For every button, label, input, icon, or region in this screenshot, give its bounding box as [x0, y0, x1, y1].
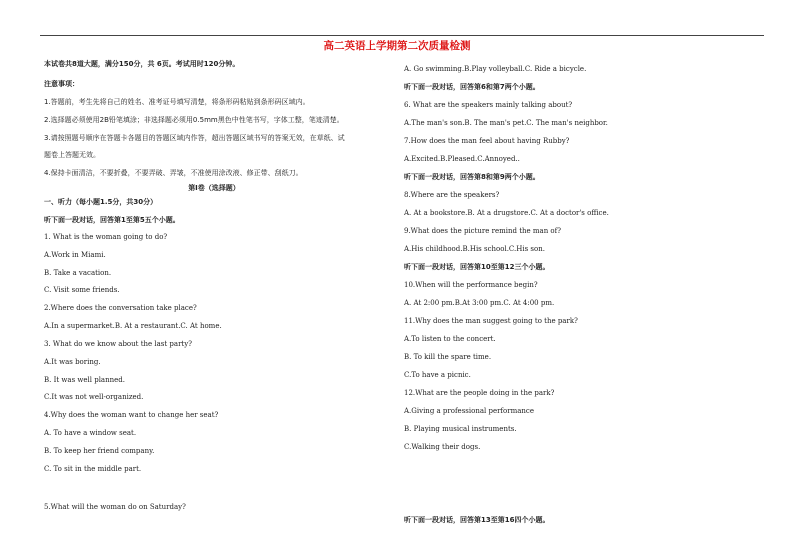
left-line: C. Visit some friends. — [44, 286, 120, 294]
left-line: A.In a supermarket.B. At a restaurant.C. At home. — [44, 322, 222, 330]
left-line: A. To have a window seat. — [44, 429, 137, 437]
left-line: 1. What is the woman going to do? — [44, 233, 168, 241]
right-line: 听下面一段对话，回答第13至第16四个小题。 — [404, 516, 550, 524]
right-line: C.Walking their dogs. — [404, 443, 481, 451]
left-line: 2.Where does the conversation take place? — [44, 304, 197, 312]
left-line: 本试卷共8道大题，满分150分，共 6页。考试用时120分钟。 — [44, 60, 240, 68]
page-title: 高二英语上学期第二次质量检测 — [323, 40, 471, 52]
right-line: 11.Why does the man suggest going to the park? — [404, 317, 578, 325]
left-line: 注意事项： — [44, 80, 79, 88]
left-line: C. To sit in the middle part. — [44, 465, 142, 473]
left-line: A.It was boring. — [44, 358, 101, 366]
right-line: 10.When will the performance begin? — [404, 281, 538, 289]
left-line: B. It was well planned. — [44, 376, 125, 384]
left-line: B. To keep her friend company. — [44, 447, 155, 455]
left-line: 第Ⅰ卷（选择题） — [188, 184, 240, 192]
right-line: 8.Where are the speakers? — [404, 191, 500, 199]
right-line: A. At 2:00 pm.B.At 3:00 pm.C. At 4:00 pm. — [404, 299, 555, 307]
right-line: 听下面一段对话，回答第6和第7两个小题。 — [404, 83, 540, 91]
right-line: B. To kill the spare time. — [404, 353, 492, 361]
right-line: A. At a bookstore.B. At a drugstore.C. At a doctor's office. — [404, 209, 609, 217]
left-line: 题卷上答题无效。 — [44, 151, 100, 159]
left-line: C.It was not well-organized. — [44, 393, 144, 401]
left-line: A.Work in Miami. — [44, 251, 106, 259]
right-line: A.His childhood.B.His school.C.His son. — [404, 245, 545, 253]
left-line: B. Take a vacation. — [44, 269, 112, 277]
left-line: 2.选择题必须使用2B铅笔填涂；非选择题必须用0.5mm黑色中性笔书写，字体工整，笔迹清楚。 — [44, 116, 344, 124]
right-line: 9.What does the picture remind the man of? — [404, 227, 561, 235]
right-line: A.The man's son.B. The man's pet.C. The man's neighbor. — [404, 119, 608, 127]
left-line: 4.保持卡面清洁，不要折叠，不要弄破、弄皱，不准使用涂改液、修正带、刮纸刀。 — [44, 169, 303, 177]
left-line: 5.What will the woman do on Saturday? — [44, 503, 186, 511]
left-line: 一、听力（每小题1.5分，共30分） — [44, 198, 158, 206]
right-line: 6. What are the speakers mainly talking about? — [404, 101, 573, 109]
right-line: A.Excited.B.Pleased.C.Annoyed.. — [404, 155, 520, 163]
left-line: 3. What do we know about the last party? — [44, 340, 192, 348]
right-line: A. Go swimming.B.Play volleyball.C. Ride a bicycle. — [404, 65, 587, 73]
right-line: 听下面一段对话，回答第8和第9两个小题。 — [404, 173, 540, 181]
right-line: 7.How does the man feel about having Rubby? — [404, 137, 570, 145]
right-line: A.To listen to the concert. — [404, 335, 496, 343]
right-line: A.Giving a professional performance — [404, 407, 534, 415]
top-rule — [40, 35, 764, 36]
right-line: 听下面一段对话，回答第10至第12三个小题。 — [404, 263, 550, 271]
right-line: C.To have a picnic. — [404, 371, 471, 379]
left-line: 4.Why does the woman want to change her seat? — [44, 411, 219, 419]
right-line: B. Playing musical instruments. — [404, 425, 517, 433]
right-line: 12.What are the people doing in the park? — [404, 389, 555, 397]
left-line: 听下面一段对话，回答第1至第5五个小题。 — [44, 216, 180, 224]
left-line: 3.请按照题号顺序在答题卡各题目的答题区域内作答，超出答题区域书写的答案无效，在草纸、试 — [44, 134, 345, 142]
left-line: 1.答题前，考生先将自己的姓名、准考证号填写清楚，将条形码粘贴到条形码区域内。 — [44, 98, 310, 106]
